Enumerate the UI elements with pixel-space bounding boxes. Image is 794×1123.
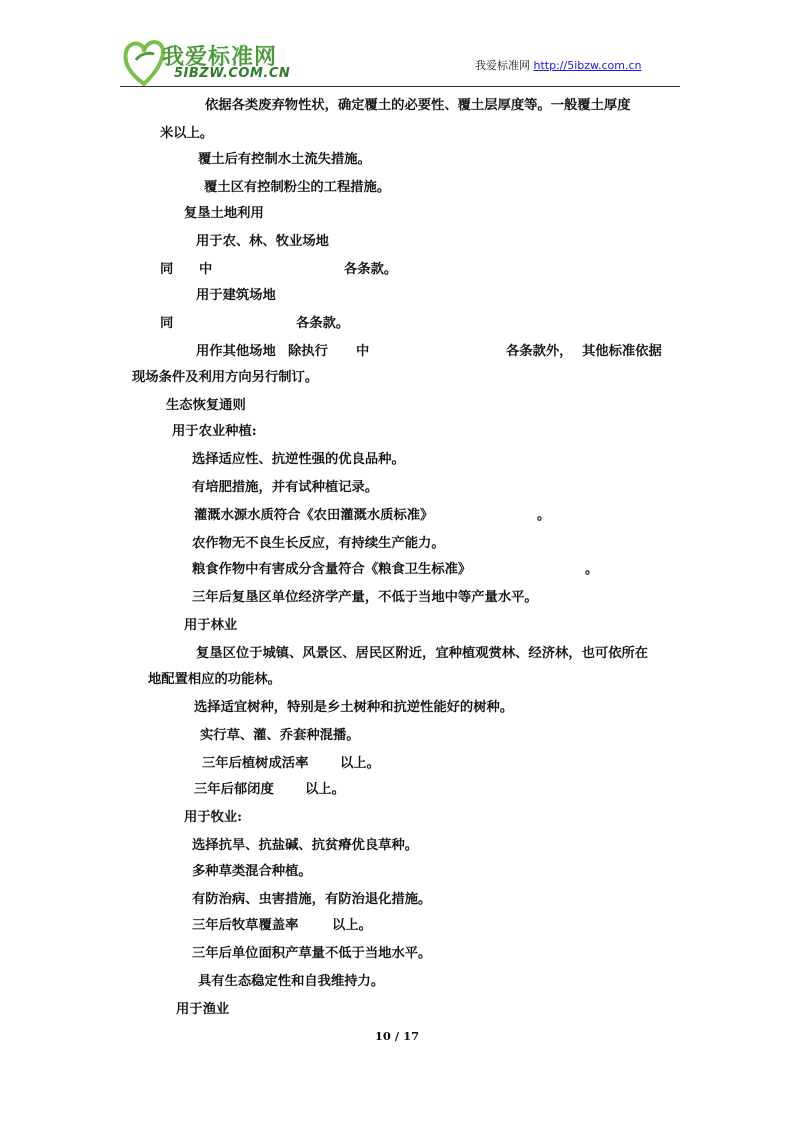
text-line: 现场条件及利用方向另行制订。 bbox=[132, 370, 319, 385]
text-line: 有防治病、虫害措施，有防治退化措施。 bbox=[192, 892, 432, 907]
subsection-title: 用于林业 bbox=[184, 618, 238, 633]
text-fragment: 用作其他场地 bbox=[196, 344, 276, 359]
text-fragment: 中 bbox=[356, 344, 370, 359]
text-fragment: 各条款外， bbox=[506, 344, 573, 359]
text-line: 多种草类混合种植。 bbox=[192, 864, 312, 879]
text-fragment: 除执行 bbox=[288, 344, 328, 359]
text-fragment: 。 bbox=[537, 508, 551, 523]
page-number: 10 / 17 bbox=[374, 1029, 420, 1043]
text-fragment: 三年后牧草覆盖率 bbox=[192, 918, 299, 933]
header-site-link[interactable]: http://5ibzw.com.cn bbox=[533, 59, 642, 72]
site-logo[interactable] bbox=[122, 38, 292, 90]
text-fragment: 粮食作物中有害成分含量符合《粮食卫生标准》 bbox=[192, 562, 472, 577]
text-line: 三年后单位面积产草量不低于当地水平。 bbox=[192, 946, 432, 961]
text-fragment: 三年后郁闭度 bbox=[194, 782, 274, 797]
text-fragment: 其他标准依据 bbox=[582, 344, 662, 359]
text-fragment: 灌溉水源水质符合《农田灌溉水质标准》 bbox=[194, 508, 434, 523]
logo-text-cn: 我爱标准网 bbox=[162, 45, 278, 70]
section-heading: 生态恢复通则 bbox=[166, 398, 246, 413]
text-fragment: 同 bbox=[160, 262, 174, 277]
text-fragment: 中 bbox=[199, 262, 213, 277]
text-line: 实行草、灌、乔套种混播。 bbox=[200, 728, 360, 743]
text-fragment: 三年后植树成活率 bbox=[202, 756, 309, 771]
header-divider bbox=[120, 86, 680, 87]
subsection-title: 用于渔业 bbox=[176, 1002, 230, 1017]
text-fragment: 同 bbox=[160, 316, 174, 331]
heart-leaf-logo-icon bbox=[122, 38, 166, 88]
text-fragment: 各条款。 bbox=[344, 262, 398, 277]
text-line: 用于建筑场地 bbox=[196, 288, 276, 303]
subsection-title: 用于农业种植: bbox=[172, 424, 257, 439]
text-fragment: 以上。 bbox=[332, 918, 372, 933]
text-line: 选择适宜树种，特别是乡土树种和抗逆性能好的树种。 bbox=[194, 700, 514, 715]
text-line: 农作物无不良生长反应，有持续生产能力。 bbox=[192, 536, 445, 551]
text-fragment: 以上。 bbox=[340, 756, 380, 771]
text-line: 选择适应性、抗逆性强的优良品种。 bbox=[192, 452, 405, 467]
text-fragment: 各条款。 bbox=[296, 316, 350, 331]
text-line: 地配置相应的功能林。 bbox=[148, 672, 281, 687]
text-line: 覆土区有控制粉尘的工程措施。 bbox=[204, 180, 391, 195]
text-line: 选择抗旱、抗盐碱、抗贫瘠优良草种。 bbox=[192, 838, 419, 853]
text-line: 依据各类废弃物性状，确定覆土的必要性、覆土层厚度等。一般覆土厚度 bbox=[205, 98, 631, 113]
header-site-info bbox=[475, 57, 642, 73]
header-site-label: 我爱标准网 bbox=[475, 59, 530, 72]
section-title: 复垦土地利用 bbox=[184, 206, 264, 221]
text-line: 复垦区位于城镇、风景区、居民区附近，宜种植观赏林、经济林，也可依所在 bbox=[196, 646, 649, 661]
text-fragment: 。 bbox=[585, 562, 599, 577]
text-line: 具有生态稳定性和自我维持力。 bbox=[198, 974, 385, 989]
subsection-title: 用于牧业: bbox=[184, 810, 243, 825]
text-line: 三年后复垦区单位经济学产量，不低于当地中等产量水平。 bbox=[192, 590, 538, 605]
text-fragment: 以上。 bbox=[305, 782, 345, 797]
logo-text-en: 5IBZW.COM.CN bbox=[174, 66, 291, 81]
text-line: 覆土后有控制水土流失措施。 bbox=[198, 152, 371, 167]
text-line: 有培肥措施，并有试种植记录。 bbox=[192, 480, 379, 495]
text-line: 米以上。 bbox=[160, 126, 214, 141]
text-line: 用于农、林、牧业场地 bbox=[196, 234, 329, 249]
